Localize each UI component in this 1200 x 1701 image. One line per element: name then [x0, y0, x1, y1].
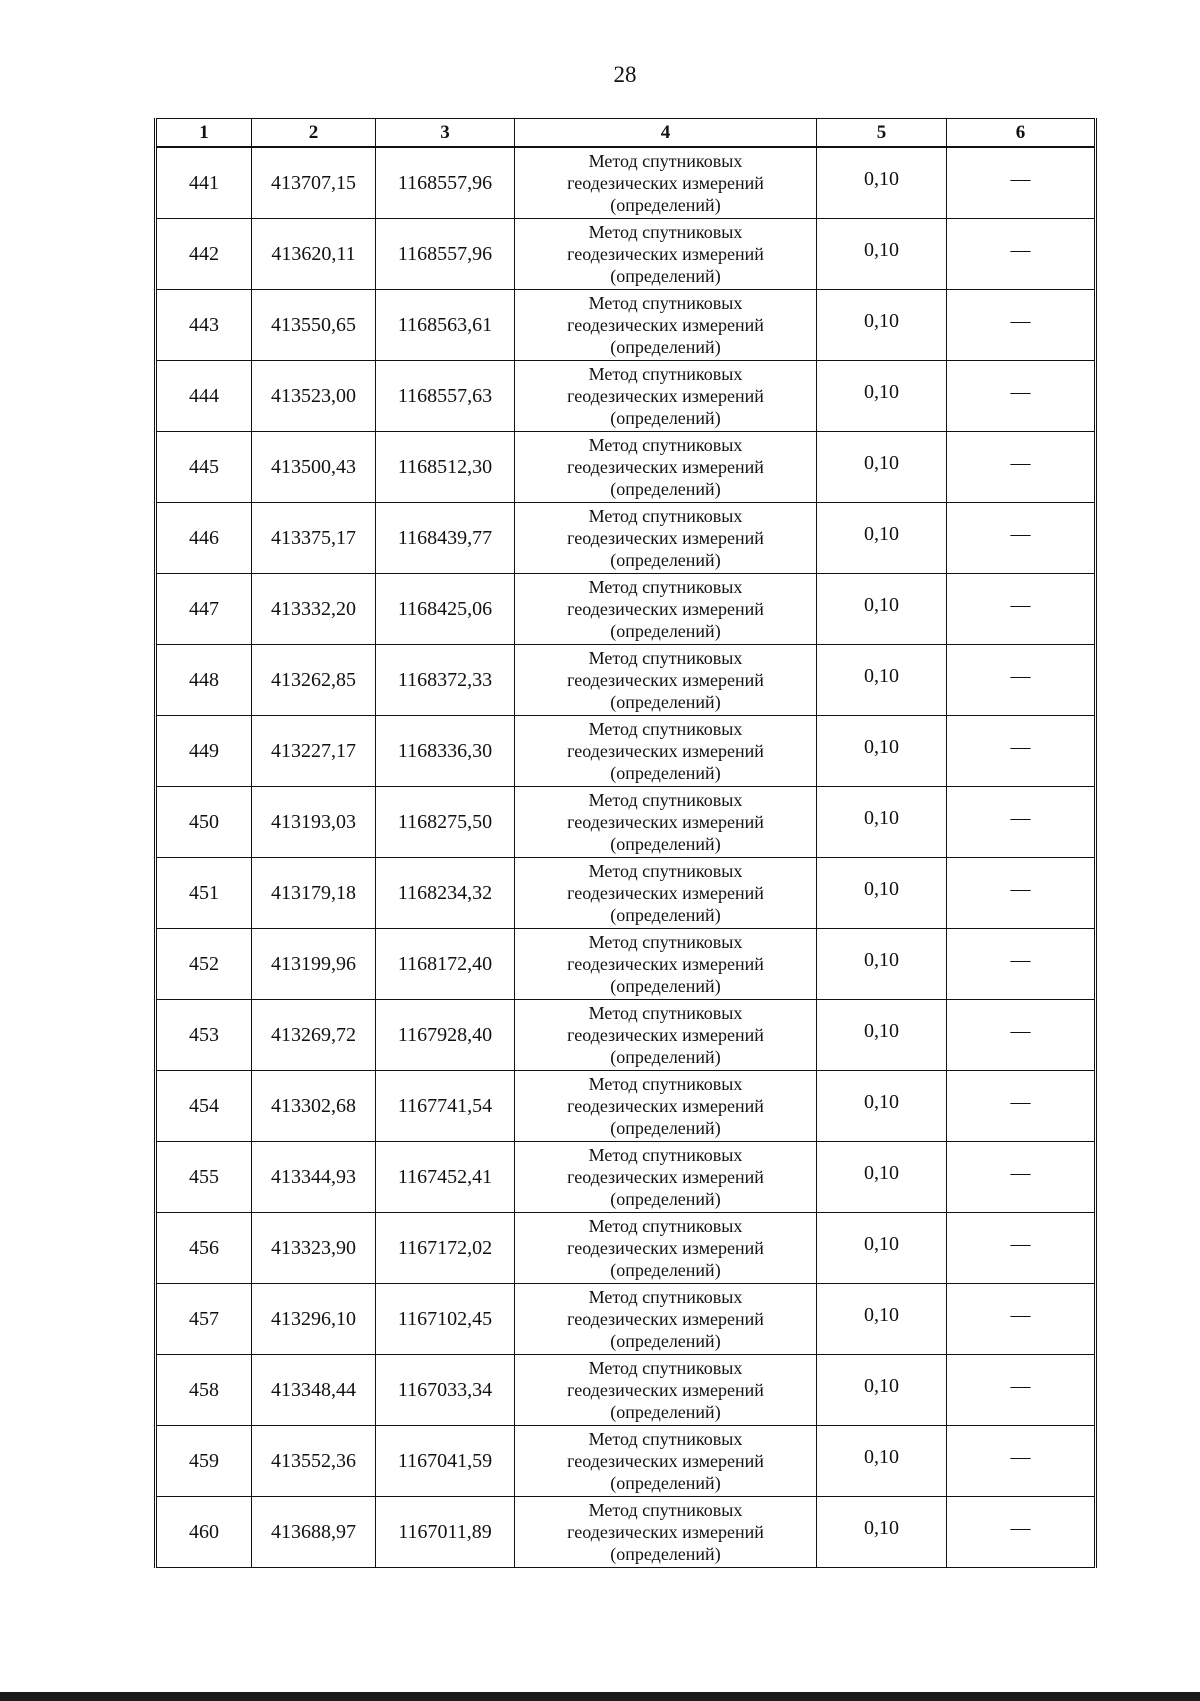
method-line: геодезических измерений [567, 173, 764, 193]
table-row [156, 432, 1096, 503]
x-coordinate-cell: 413227,17 [252, 716, 376, 787]
method-cell [515, 929, 817, 1000]
point-number-cell: 448 [156, 645, 252, 716]
method-cell [515, 574, 817, 645]
table-row [156, 1071, 1096, 1142]
accuracy-cell [817, 1355, 947, 1426]
x-coordinate-cell: 413323,90 [252, 1213, 376, 1284]
x-coordinate-cell: 413262,85 [252, 645, 376, 716]
accuracy-cell [817, 716, 947, 787]
note-dash: — [1010, 948, 1031, 971]
accuracy-value: 0,10 [864, 1303, 899, 1326]
method-line: геодезических измерений [567, 244, 764, 264]
method-line: (определений) [610, 976, 721, 996]
accuracy-value: 0,10 [864, 1374, 899, 1397]
accuracy-value: 0,10 [864, 1516, 899, 1539]
accuracy-cell [817, 219, 947, 290]
method-line: (определений) [610, 408, 721, 428]
point-number-cell: 446 [156, 503, 252, 574]
method-line: (определений) [610, 1189, 721, 1209]
accuracy-value: 0,10 [864, 735, 899, 758]
method-cell [515, 1071, 817, 1142]
note-dash: — [1010, 1019, 1031, 1042]
point-number-cell: 445 [156, 432, 252, 503]
x-coordinate-cell: 413620,11 [252, 219, 376, 290]
method-line: геодезических измерений [567, 1522, 764, 1542]
header-col-5: 5 [817, 119, 947, 148]
method-cell [515, 716, 817, 787]
x-coordinate-cell: 413179,18 [252, 858, 376, 929]
method-line: геодезических измерений [567, 1309, 764, 1329]
point-number-cell: 457 [156, 1284, 252, 1355]
method-line: геодезических измерений [567, 812, 764, 832]
method-cell [515, 1426, 817, 1497]
y-coordinate-cell: 1168557,63 [376, 361, 515, 432]
accuracy-cell [817, 1000, 947, 1071]
point-number-cell: 451 [156, 858, 252, 929]
note-dash: — [1010, 167, 1031, 190]
table-row [156, 1142, 1096, 1213]
note-dash: — [1010, 1445, 1031, 1468]
accuracy-value: 0,10 [864, 167, 899, 190]
method-line: геодезических измерений [567, 1451, 764, 1471]
accuracy-value: 0,10 [864, 593, 899, 616]
method-line: (определений) [610, 834, 721, 854]
method-line: (определений) [610, 1544, 721, 1564]
method-line: (определений) [610, 621, 721, 641]
method-line: Метод спутниковых [588, 861, 743, 881]
y-coordinate-cell: 1167452,41 [376, 1142, 515, 1213]
accuracy-cell [817, 645, 947, 716]
table-row [156, 1284, 1096, 1355]
method-line: (определений) [610, 1260, 721, 1280]
accuracy-cell [817, 929, 947, 1000]
method-cell [515, 432, 817, 503]
accuracy-cell [817, 503, 947, 574]
method-cell [515, 645, 817, 716]
method-line: Метод спутниковых [588, 1216, 743, 1236]
method-line: Метод спутниковых [588, 1500, 743, 1520]
method-cell [515, 1213, 817, 1284]
accuracy-cell [817, 574, 947, 645]
note-cell [947, 219, 1096, 290]
note-cell [947, 361, 1096, 432]
note-cell [947, 290, 1096, 361]
method-line: Метод спутниковых [588, 506, 743, 526]
method-line: (определений) [610, 550, 721, 570]
point-number-cell: 455 [156, 1142, 252, 1213]
method-line: геодезических измерений [567, 670, 764, 690]
y-coordinate-cell: 1168275,50 [376, 787, 515, 858]
method-line: геодезических измерений [567, 1380, 764, 1400]
point-number-cell: 442 [156, 219, 252, 290]
accuracy-cell [817, 1142, 947, 1213]
accuracy-cell [817, 361, 947, 432]
method-line: Метод спутниковых [588, 293, 743, 313]
accuracy-cell [817, 1426, 947, 1497]
note-cell [947, 503, 1096, 574]
header-col-1: 1 [156, 119, 252, 148]
accuracy-cell [817, 787, 947, 858]
table-row [156, 219, 1096, 290]
point-number-cell: 454 [156, 1071, 252, 1142]
note-dash: — [1010, 238, 1031, 261]
method-line: Метод спутниковых [588, 932, 743, 952]
note-dash: — [1010, 1516, 1031, 1539]
y-coordinate-cell: 1167928,40 [376, 1000, 515, 1071]
y-coordinate-cell: 1168172,40 [376, 929, 515, 1000]
note-cell [947, 929, 1096, 1000]
y-coordinate-cell: 1167102,45 [376, 1284, 515, 1355]
header-col-6: 6 [947, 119, 1096, 148]
note-dash: — [1010, 380, 1031, 403]
method-line: Метод спутниковых [588, 577, 743, 597]
accuracy-cell [817, 432, 947, 503]
method-cell [515, 1142, 817, 1213]
method-line: Метод спутниковых [588, 1358, 743, 1378]
note-cell [947, 1284, 1096, 1355]
note-dash: — [1010, 1232, 1031, 1255]
note-cell [947, 1426, 1096, 1497]
method-line: геодезических измерений [567, 741, 764, 761]
note-cell [947, 432, 1096, 503]
y-coordinate-cell: 1168557,96 [376, 219, 515, 290]
accuracy-value: 0,10 [864, 238, 899, 261]
table-header [156, 119, 1096, 148]
accuracy-value: 0,10 [864, 451, 899, 474]
method-line: (определений) [610, 195, 721, 215]
accuracy-value: 0,10 [864, 1232, 899, 1255]
table-row [156, 645, 1096, 716]
x-coordinate-cell: 413332,20 [252, 574, 376, 645]
accuracy-value: 0,10 [864, 522, 899, 545]
x-coordinate-cell: 413707,15 [252, 147, 376, 219]
x-coordinate-cell: 413269,72 [252, 1000, 376, 1071]
method-cell [515, 219, 817, 290]
method-line: (определений) [610, 1047, 721, 1067]
method-line: Метод спутниковых [588, 1074, 743, 1094]
coordinates-table-container [154, 118, 1094, 1568]
note-dash: — [1010, 1161, 1031, 1184]
x-coordinate-cell: 413193,03 [252, 787, 376, 858]
note-cell [947, 858, 1096, 929]
method-cell [515, 1355, 817, 1426]
method-cell [515, 503, 817, 574]
accuracy-cell [817, 147, 947, 219]
y-coordinate-cell: 1168425,06 [376, 574, 515, 645]
method-cell [515, 787, 817, 858]
table-row [156, 1497, 1096, 1568]
point-number-cell: 449 [156, 716, 252, 787]
point-number-cell: 450 [156, 787, 252, 858]
method-cell [515, 361, 817, 432]
note-cell [947, 787, 1096, 858]
x-coordinate-cell: 413375,17 [252, 503, 376, 574]
x-coordinate-cell: 413348,44 [252, 1355, 376, 1426]
method-line: геодезических измерений [567, 954, 764, 974]
table-row [156, 290, 1096, 361]
accuracy-value: 0,10 [864, 806, 899, 829]
note-cell [947, 1000, 1096, 1071]
note-cell [947, 1071, 1096, 1142]
method-cell [515, 290, 817, 361]
note-dash: — [1010, 522, 1031, 545]
method-line: (определений) [610, 1118, 721, 1138]
method-line: Метод спутниковых [588, 1003, 743, 1023]
note-cell [947, 1497, 1096, 1568]
table-row [156, 858, 1096, 929]
method-line: (определений) [610, 1402, 721, 1422]
note-cell [947, 1355, 1096, 1426]
accuracy-value: 0,10 [864, 664, 899, 687]
accuracy-value: 0,10 [864, 948, 899, 971]
method-line: геодезических измерений [567, 1238, 764, 1258]
method-line: геодезических измерений [567, 457, 764, 477]
y-coordinate-cell: 1168512,30 [376, 432, 515, 503]
method-line: (определений) [610, 763, 721, 783]
accuracy-value: 0,10 [864, 380, 899, 403]
note-cell [947, 645, 1096, 716]
x-coordinate-cell: 413199,96 [252, 929, 376, 1000]
point-number-cell: 456 [156, 1213, 252, 1284]
method-line: геодезических измерений [567, 1096, 764, 1116]
method-line: геодезических измерений [567, 1025, 764, 1045]
method-line: Метод спутниковых [588, 1287, 743, 1307]
coordinates-table [154, 118, 1097, 1568]
method-line: геодезических измерений [567, 1167, 764, 1187]
y-coordinate-cell: 1168563,61 [376, 290, 515, 361]
accuracy-cell [817, 290, 947, 361]
y-coordinate-cell: 1167172,02 [376, 1213, 515, 1284]
method-line: (определений) [610, 337, 721, 357]
table-row [156, 147, 1096, 219]
accuracy-value: 0,10 [864, 309, 899, 332]
point-number-cell: 444 [156, 361, 252, 432]
method-line: Метод спутниковых [588, 1145, 743, 1165]
note-dash: — [1010, 1090, 1031, 1113]
method-cell [515, 1497, 817, 1568]
accuracy-value: 0,10 [864, 877, 899, 900]
accuracy-cell [817, 1071, 947, 1142]
x-coordinate-cell: 413344,93 [252, 1142, 376, 1213]
table-row [156, 1355, 1096, 1426]
point-number-cell: 458 [156, 1355, 252, 1426]
method-line: Метод спутниковых [588, 790, 743, 810]
method-line: Метод спутниковых [588, 222, 743, 242]
point-number-cell: 459 [156, 1426, 252, 1497]
y-coordinate-cell: 1168336,30 [376, 716, 515, 787]
method-line: (определений) [610, 1331, 721, 1351]
accuracy-value: 0,10 [864, 1445, 899, 1468]
method-line: (определений) [610, 905, 721, 925]
point-number-cell: 452 [156, 929, 252, 1000]
method-line: Метод спутниковых [588, 364, 743, 384]
note-dash: — [1010, 806, 1031, 829]
point-number-cell: 447 [156, 574, 252, 645]
method-line: геодезических измерений [567, 528, 764, 548]
table-row [156, 1213, 1096, 1284]
method-line: (определений) [610, 692, 721, 712]
table-row [156, 929, 1096, 1000]
table-row [156, 716, 1096, 787]
y-coordinate-cell: 1168372,33 [376, 645, 515, 716]
method-line: Метод спутниковых [588, 719, 743, 739]
scan-edge-line [0, 1692, 1200, 1701]
table-row [156, 361, 1096, 432]
note-dash: — [1010, 1303, 1031, 1326]
method-cell [515, 1284, 817, 1355]
method-line: геодезических измерений [567, 599, 764, 619]
method-line: Метод спутниковых [588, 151, 743, 171]
y-coordinate-cell: 1168439,77 [376, 503, 515, 574]
header-col-3: 3 [376, 119, 515, 148]
accuracy-value: 0,10 [864, 1090, 899, 1113]
point-number-cell: 460 [156, 1497, 252, 1568]
accuracy-cell [817, 1497, 947, 1568]
y-coordinate-cell: 1167041,59 [376, 1426, 515, 1497]
x-coordinate-cell: 413523,00 [252, 361, 376, 432]
note-dash: — [1010, 735, 1031, 758]
table-row [156, 574, 1096, 645]
method-line: Метод спутниковых [588, 648, 743, 668]
x-coordinate-cell: 413500,43 [252, 432, 376, 503]
y-coordinate-cell: 1168234,32 [376, 858, 515, 929]
note-cell [947, 1142, 1096, 1213]
y-coordinate-cell: 1167741,54 [376, 1071, 515, 1142]
note-cell [947, 147, 1096, 219]
y-coordinate-cell: 1167033,34 [376, 1355, 515, 1426]
method-line: (определений) [610, 1473, 721, 1493]
y-coordinate-cell: 1168557,96 [376, 147, 515, 219]
point-number-cell: 443 [156, 290, 252, 361]
x-coordinate-cell: 413302,68 [252, 1071, 376, 1142]
accuracy-cell [817, 1213, 947, 1284]
method-cell [515, 1000, 817, 1071]
method-cell [515, 858, 817, 929]
note-cell [947, 1213, 1096, 1284]
table-body [156, 147, 1096, 1568]
note-dash: — [1010, 593, 1031, 616]
method-line: Метод спутниковых [588, 1429, 743, 1449]
method-line: (определений) [610, 479, 721, 499]
header-col-4: 4 [515, 119, 817, 148]
method-cell [515, 147, 817, 219]
y-coordinate-cell: 1167011,89 [376, 1497, 515, 1568]
table-row [156, 1426, 1096, 1497]
header-col-2: 2 [252, 119, 376, 148]
table-row [156, 787, 1096, 858]
note-cell [947, 716, 1096, 787]
point-number-cell: 441 [156, 147, 252, 219]
table-row [156, 1000, 1096, 1071]
page-number: 28 [613, 62, 637, 87]
method-line: геодезических измерений [567, 386, 764, 406]
note-dash: — [1010, 877, 1031, 900]
method-line: геодезических измерений [567, 315, 764, 335]
note-dash: — [1010, 1374, 1031, 1397]
method-line: (определений) [610, 266, 721, 286]
x-coordinate-cell: 413550,65 [252, 290, 376, 361]
table-row [156, 503, 1096, 574]
header-row [156, 119, 1096, 148]
note-dash: — [1010, 664, 1031, 687]
accuracy-cell [817, 1284, 947, 1355]
x-coordinate-cell: 413688,97 [252, 1497, 376, 1568]
method-line: Метод спутниковых [588, 435, 743, 455]
note-dash: — [1010, 451, 1031, 474]
x-coordinate-cell: 413296,10 [252, 1284, 376, 1355]
note-dash: — [1010, 309, 1031, 332]
method-line: геодезических измерений [567, 883, 764, 903]
x-coordinate-cell: 413552,36 [252, 1426, 376, 1497]
accuracy-cell [817, 858, 947, 929]
note-cell [947, 574, 1096, 645]
point-number-cell: 453 [156, 1000, 252, 1071]
accuracy-value: 0,10 [864, 1161, 899, 1184]
accuracy-value: 0,10 [864, 1019, 899, 1042]
